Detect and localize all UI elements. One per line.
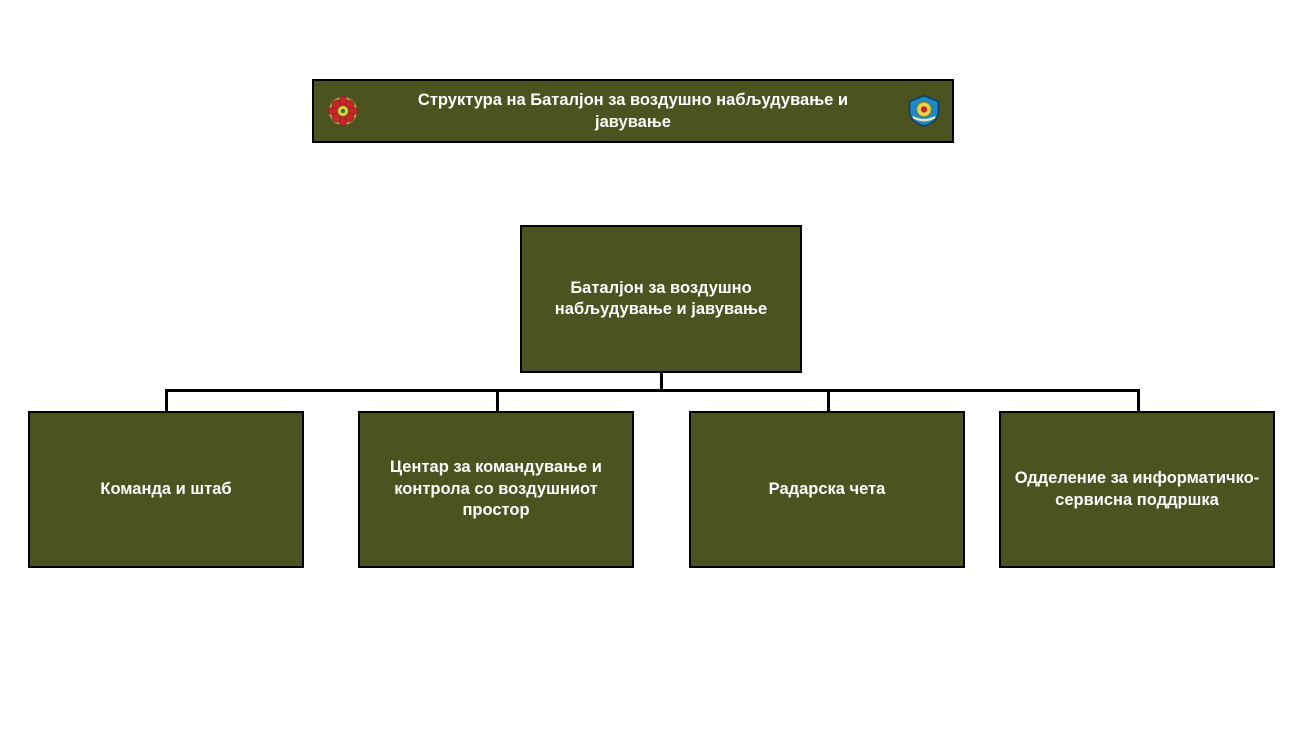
connector-drop-4 (1137, 389, 1140, 411)
org-node-child[interactable] (358, 411, 634, 568)
chart-title-text: Структура на Баталјон за воздушно набљудување и јавување (417, 90, 849, 131)
org-node-child[interactable] (999, 411, 1275, 568)
rosette-emblem-icon (328, 96, 358, 126)
org-node-child-label: Центар за командување и контрола со воздушниот простор (390, 458, 602, 520)
org-node-root-label: Баталјон за воздушно набљудување и јавување (554, 278, 768, 318)
connector-drop-3 (827, 389, 830, 411)
org-node-child[interactable] (689, 411, 965, 568)
connector-drop-1 (165, 389, 168, 411)
org-node-child[interactable] (28, 411, 304, 568)
connector-horizontal-bus (165, 389, 1140, 392)
org-node-child-label: Радарска чета (768, 479, 886, 498)
chart-title-banner (312, 79, 954, 143)
org-node-child-label: Команда и штаб (100, 479, 232, 498)
org-node-child-label: Одделение за информатичко-сервисна поддршка (1014, 469, 1260, 509)
org-node-root[interactable] (520, 225, 802, 373)
air-force-badge-icon (908, 95, 940, 127)
connector-drop-2 (496, 389, 499, 411)
